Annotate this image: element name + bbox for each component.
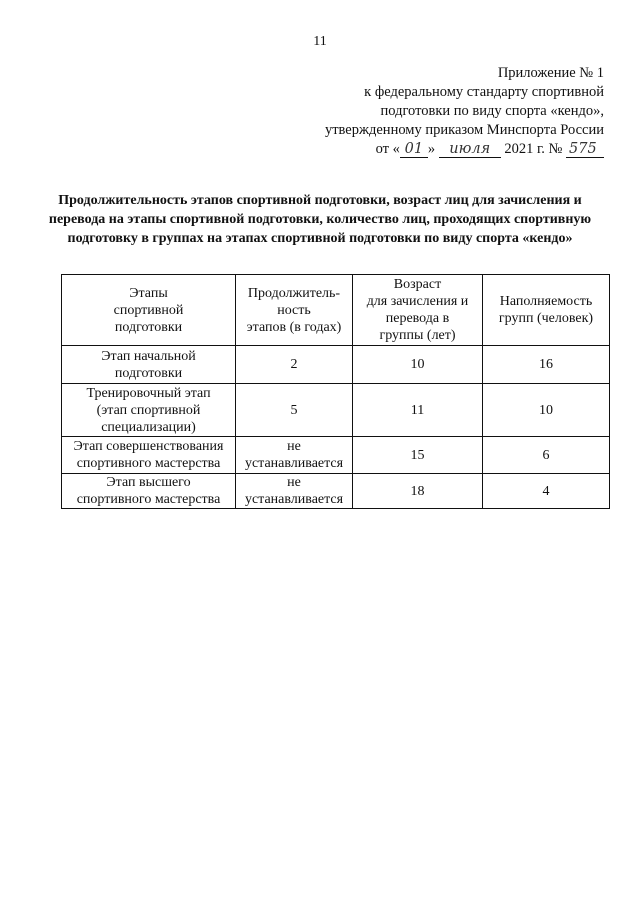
cell-stage: Этап начальной подготовки	[62, 346, 236, 384]
date-prefix: от «	[375, 141, 400, 157]
table-row	[62, 474, 610, 509]
cell-group-size: 16	[483, 346, 610, 384]
handwritten-order-number: 575	[566, 141, 604, 158]
handwritten-day: 01	[400, 141, 428, 158]
annex-line-1: Приложение № 1	[497, 65, 604, 81]
cell-age: 15	[353, 437, 483, 474]
cell-group-size: 10	[483, 384, 610, 437]
document-title: Продолжительность этапов спортивной подготовки, возраст лиц для зачисления и перевода на этапы спортивной подготовки, количество лиц, проходящих спортивную подготовку в группах на этапах спортивной подготовки по виду спорта «кендо»	[48, 193, 592, 246]
date-year: 2021 г. №	[504, 141, 563, 157]
table-header-row	[62, 275, 610, 346]
cell-duration: 2	[236, 346, 353, 384]
header-group-size: Наполняемость групп (человек)	[483, 275, 610, 346]
cell-duration: не устанавливается	[236, 474, 353, 509]
cell-age: 18	[353, 474, 483, 509]
header-age: Возраст для зачисления и перевода в группы (лет)	[353, 275, 483, 346]
cell-stage: Этап совершенствования спортивного мастерства	[62, 437, 236, 474]
table-row	[62, 437, 610, 474]
cell-duration: 5	[236, 384, 353, 437]
cell-stage: Этап высшего спортивного мастерства	[62, 474, 236, 509]
cell-duration: не устанавливается	[236, 437, 353, 474]
page-number: 11	[313, 34, 327, 49]
annex-line-2: к федеральному стандарту спортивной	[364, 84, 604, 100]
handwritten-month: июля	[439, 141, 501, 158]
annex-date-line	[304, 140, 604, 159]
cell-age: 11	[353, 384, 483, 437]
table-row	[62, 384, 610, 437]
annex-header	[304, 64, 604, 159]
cell-stage: Тренировочный этап (этап спортивной специализации)	[62, 384, 236, 437]
date-mid: »	[427, 141, 436, 157]
cell-age: 10	[353, 346, 483, 384]
annex-line-3: подготовки по виду спорта «кендо»,	[380, 103, 604, 119]
cell-group-size: 6	[483, 437, 610, 474]
annex-line-4: утвержденному приказом Минспорта России	[324, 122, 604, 138]
cell-group-size: 4	[483, 474, 610, 509]
stages-table	[61, 274, 610, 509]
header-stages: Этапы спортивной подготовки	[62, 275, 236, 346]
table-row	[62, 346, 610, 384]
header-duration: Продолжитель- ность этапов (в годах)	[236, 275, 353, 346]
